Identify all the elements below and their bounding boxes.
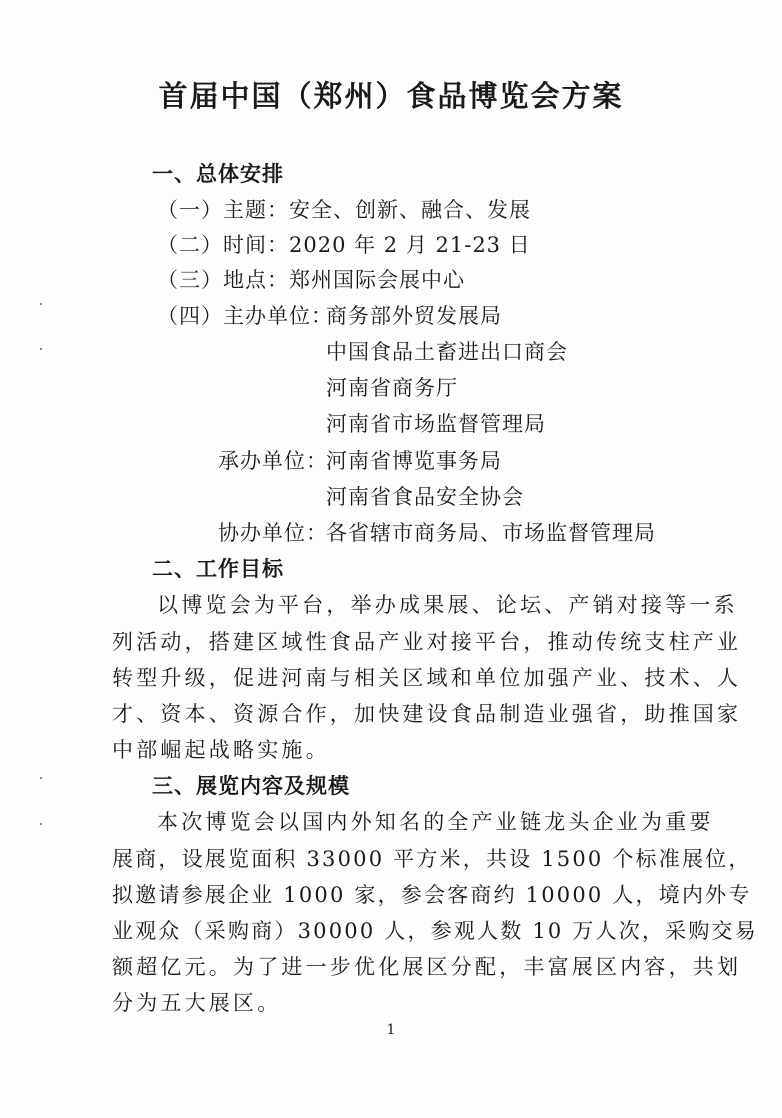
paragraph-line: 本次博览会以国内外知名的全产业链龙头企业为重要 [157,810,714,834]
scan-speck [40,303,42,305]
host-item: 中国食品土畜进出口商会 [326,340,568,364]
paragraph-line: 转型升级，促进河南与相关区域和单位加强产业、技术、人 [112,666,742,690]
paragraph-line: 业观众（采购商）30000 人，参观人数 10 万人次，采购交易 [112,919,758,943]
section-1-heading: 一、总体安排 [152,162,284,186]
paragraph-line: 中部崛起战略实施。 [112,738,330,762]
scan-speck [40,823,42,825]
section-2-heading: 二、工作目标 [152,557,284,581]
section-3-heading: 三、展览内容及规模 [152,774,350,798]
host-item: 商务部外贸发展局 [326,304,502,328]
paragraph-line: 展商，设展览面积 33000 平方米，共设 1500 个标准展位， [112,847,752,871]
hosts-label: （四）主办单位： [157,304,333,328]
scan-speck [40,777,42,779]
time-line: （二）时间：2020 年 2 月 21-23 日 [157,233,531,257]
paragraph-line: 分为五大展区。 [112,991,282,1015]
co-organizers-label: 协办单位： [218,521,328,545]
organizer-item: 河南省食品安全协会 [326,485,524,509]
paragraph-line: 列活动，搭建区域性食品产业对接平台，推动传统支柱产业 [112,630,742,654]
paragraph-line: 拟邀请参展企业 1000 家，参会客商约 10000 人，境内外专 [112,883,752,907]
host-item: 河南省商务厅 [326,376,458,400]
scan-speck [40,348,42,350]
paragraph-line: 额超亿元。为了进一步优化展区分配，丰富展区内容，共划 [112,955,742,979]
document-title: 首届中国（郑州）食品博览会方案 [158,79,624,113]
co-organizer-item: 各省辖市商务局、市场监督管理局 [326,521,656,545]
page-number: 1 [386,1022,396,1038]
paragraph-line: 以博览会为平台，举办成果展、论坛、产销对接等一系 [157,593,738,617]
host-item: 河南省市场监督管理局 [326,412,546,436]
organizers-label: 承办单位： [218,449,328,473]
venue-line: （三）地点：郑州国际会展中心 [157,268,465,292]
organizer-item: 河南省博览事务局 [326,449,502,473]
paragraph-line: 才、资本、资源合作，加快建设食品制造业强省，助推国家 [112,702,742,726]
theme-line: （一）主题：安全、创新、融合、发展 [157,198,531,222]
